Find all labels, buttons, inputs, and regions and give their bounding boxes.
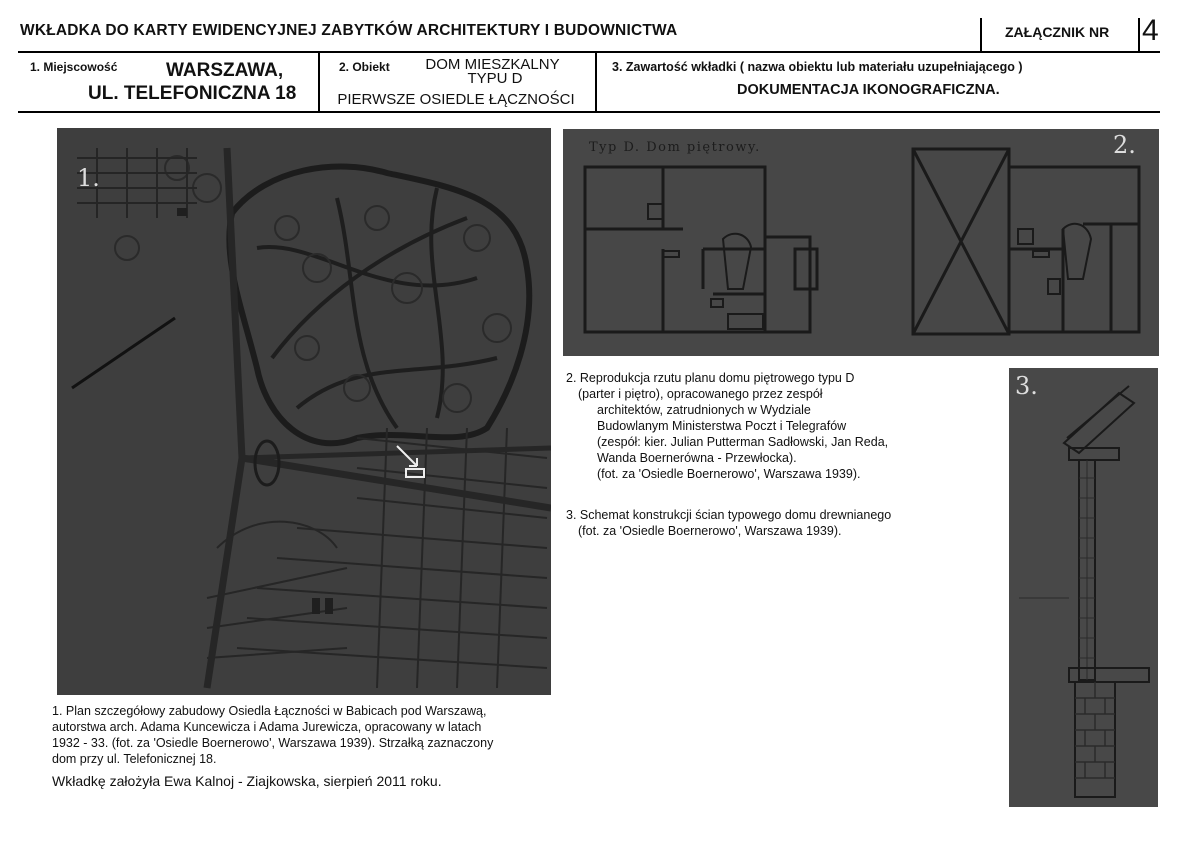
caption-2-line: (fot. za 'Osiedle Boernerowo', Warszawa 1939). bbox=[597, 467, 861, 481]
header-rule-2 bbox=[18, 111, 1160, 113]
caption-3-line: (fot. za 'Osiedle Boernerowo', Warszawa 1939). bbox=[578, 524, 842, 538]
document-title: WKŁADKA DO KARTY EWIDENCYJNEJ ZABYTKÓW ARCHITEKTURY I BUDOWNICTWA bbox=[20, 22, 678, 39]
contents-label: 3. Zawartość wkładki ( nazwa obiektu lub materiału uzupełniającego ) bbox=[612, 60, 1023, 74]
wall-section-image bbox=[1009, 368, 1158, 807]
caption-3-line: 3. Schemat konstrukcji ścian typowego domu drewnianego bbox=[566, 508, 892, 522]
caption-1-line: 1932 - 33. (fot. za 'Osiedle Boernerowo', Warszawa 1939). Strzałką zaznaczony bbox=[52, 736, 494, 750]
caption-1-line: dom przy ul. Telefonicznej 18. bbox=[52, 752, 217, 766]
image3-number: 3. bbox=[1015, 372, 1038, 400]
object-value-line3: PIERWSZE OSIEDLE ŁĄCZNOŚCI bbox=[337, 91, 575, 108]
contents-value: DOKUMENTACJA IKONOGRAFICZNA. bbox=[737, 82, 1000, 98]
place-label: 1. Miejscowość bbox=[30, 60, 118, 74]
object-value-line1: DOM MIESZKALNY bbox=[425, 56, 560, 73]
caption-2 bbox=[566, 370, 986, 482]
place-value-line1: WARSZAWA, bbox=[166, 60, 284, 81]
place-value-line2: UL. TELEFONICZNA 18 bbox=[88, 83, 297, 104]
object-value-line2: TYPU D bbox=[467, 70, 523, 87]
caption-2-line: Wanda Boernerówna - Przewłocka). bbox=[597, 451, 797, 465]
caption-2-line: 2. Reprodukcja rzutu planu domu piętrowego typu D bbox=[566, 371, 855, 385]
field-divider-1 bbox=[318, 51, 320, 111]
header-rule-1 bbox=[18, 51, 1160, 53]
caption-1-line: autorstwa arch. Adama Kuncewicza i Adama Jurewicza, opracowany w latach bbox=[52, 720, 482, 734]
image2-number: 2. bbox=[1113, 131, 1136, 159]
caption-2-line: Budowlanym Ministerstwa Poczt i Telegrafów bbox=[597, 419, 847, 433]
attachment-label: ZAŁĄCZNIK NR bbox=[1005, 24, 1110, 40]
floor-plan-heading: Typ D. Dom piętrowy. bbox=[589, 140, 761, 155]
floor-plan-image bbox=[563, 129, 1159, 356]
field-divider-2 bbox=[595, 51, 597, 111]
attachment-divider bbox=[1138, 18, 1140, 52]
settlement-plan-image bbox=[57, 128, 551, 695]
caption-1-line: 1. Plan szczegółowy zabudowy Osiedla Łączności w Babicach pod Warszawą, bbox=[52, 704, 487, 718]
caption-2-line: architektów, zatrudnionych w Wydziale bbox=[597, 403, 811, 417]
attachment-number: 4 bbox=[1142, 14, 1159, 47]
header-divider bbox=[980, 18, 982, 52]
author-note: Wkładkę założyła Ewa Kalnoj - Ziajkowska, sierpień 2011 roku. bbox=[52, 773, 442, 789]
image1-number: 1. bbox=[77, 164, 100, 192]
caption-3 bbox=[566, 507, 986, 539]
caption-1 bbox=[52, 703, 562, 767]
object-label: 2. Obiekt bbox=[339, 60, 390, 74]
caption-2-line: (zespół: kier. Julian Putterman Sadłowski, Jan Reda, bbox=[597, 435, 889, 449]
caption-2-line: (parter i piętro), opracowanego przez zespół bbox=[578, 387, 823, 401]
